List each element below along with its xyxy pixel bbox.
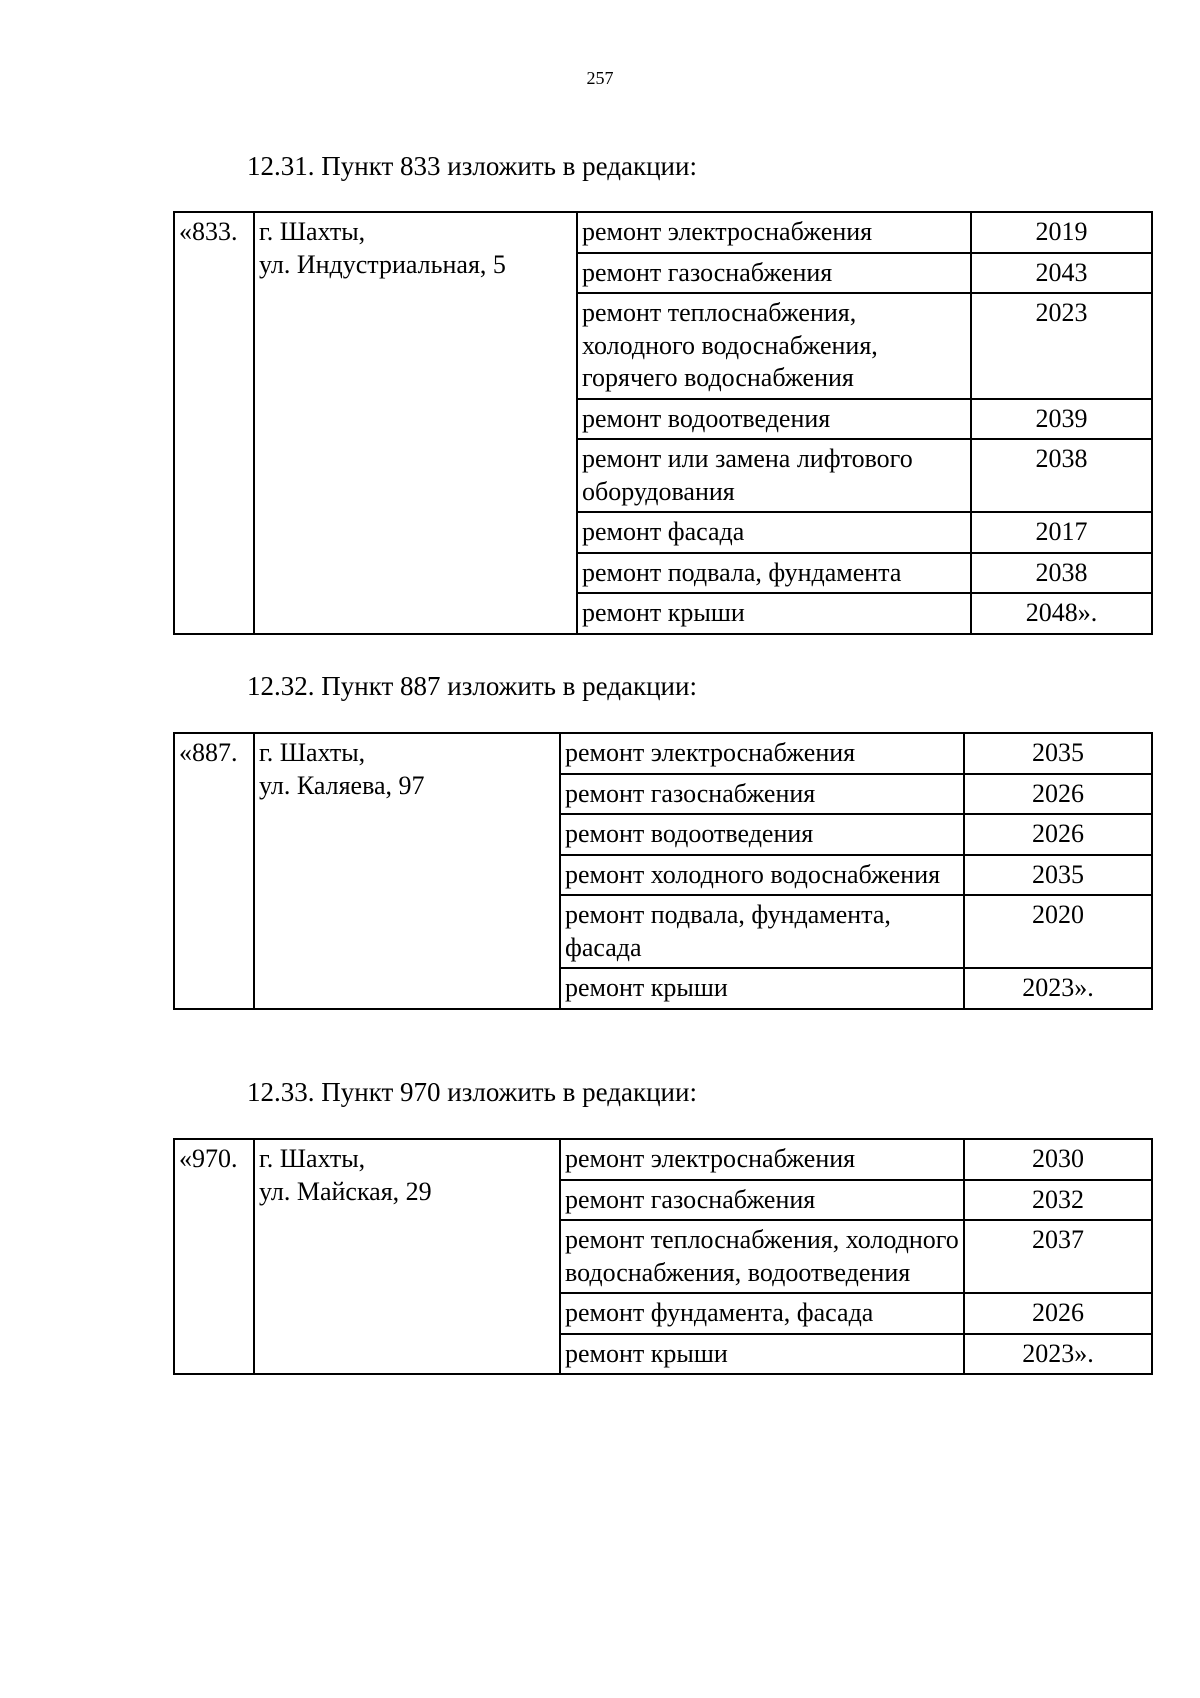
work-type: ремонт подвала, фундамента, фасада [560, 895, 964, 968]
work-year: 2039 [971, 399, 1152, 440]
work-year: 2026 [964, 774, 1152, 815]
table-item-970 [173, 1138, 1153, 1375]
work-type: ремонт крыши [560, 968, 964, 1009]
work-year: 2038 [971, 553, 1152, 594]
address-street: ул. Индустриальная, 5 [259, 249, 506, 279]
work-type: ремонт водоотведения [560, 814, 964, 855]
section-heading-12-31: 12.31. Пункт 833 изложить в редакции: [247, 151, 697, 181]
work-year: 2017 [971, 512, 1152, 553]
item-number: «887. [174, 733, 254, 1009]
work-type: ремонт электроснабжения [560, 1139, 964, 1180]
work-type: ремонт крыши [577, 593, 971, 634]
work-type: ремонт газоснабжения [560, 1180, 964, 1221]
section-heading-12-33: 12.33. Пункт 970 изложить в редакции: [247, 1077, 697, 1107]
table-row [174, 212, 1152, 253]
work-year: 2023». [964, 968, 1152, 1009]
work-year: 2026 [964, 1293, 1152, 1334]
work-year: 2048». [971, 593, 1152, 634]
item-number: «970. [174, 1139, 254, 1374]
work-type: ремонт холодного водоснабжения [560, 855, 964, 896]
item-number: «833. [174, 212, 254, 634]
work-type: ремонт электроснабжения [577, 212, 971, 253]
work-year: 2043 [971, 253, 1152, 294]
work-type: ремонт газоснабжения [560, 774, 964, 815]
work-year: 2035 [964, 855, 1152, 896]
work-year: 2026 [964, 814, 1152, 855]
work-type: ремонт фундамента, фасада [560, 1293, 964, 1334]
address-city: г. Шахты, [259, 217, 366, 246]
address-street: ул. Каляева, 97 [259, 770, 425, 800]
address-city: г. Шахты, [259, 1144, 366, 1173]
work-year: 2023 [971, 293, 1152, 399]
work-year: 2023». [964, 1334, 1152, 1375]
table-row [174, 733, 1152, 774]
work-year: 2020 [964, 895, 1152, 968]
address-city: г. Шахты, [259, 738, 366, 767]
work-year: 2035 [964, 733, 1152, 774]
work-year: 2037 [964, 1220, 1152, 1293]
work-type: ремонт водоотведения [577, 399, 971, 440]
table-item-887 [173, 732, 1153, 1010]
work-year: 2032 [964, 1180, 1152, 1221]
address-cell [254, 1139, 560, 1374]
work-type: ремонт газоснабжения [577, 253, 971, 294]
work-type: ремонт подвала, фундамента [577, 553, 971, 594]
page-number: 257 [586, 68, 614, 88]
work-type: ремонт электроснабжения [560, 733, 964, 774]
work-year: 2038 [971, 439, 1152, 512]
work-type: ремонт или замена лифтового оборудования [577, 439, 971, 512]
work-type: ремонт фасада [577, 512, 971, 553]
work-year: 2019 [971, 212, 1152, 253]
section-heading-12-32: 12.32. Пункт 887 изложить в редакции: [247, 671, 697, 701]
table-row [174, 1139, 1152, 1180]
work-type: ремонт теплоснабжения, холодного водоснабжения, водоотведения [560, 1220, 964, 1293]
address-cell [254, 733, 560, 1009]
work-type: ремонт крыши [560, 1334, 964, 1375]
address-street: ул. Майская, 29 [259, 1176, 432, 1206]
table-item-833 [173, 211, 1153, 635]
work-type: ремонт теплоснабжения, холодного водоснабжения, горячего водоснабжения [577, 293, 971, 399]
work-year: 2030 [964, 1139, 1152, 1180]
address-cell [254, 212, 577, 634]
